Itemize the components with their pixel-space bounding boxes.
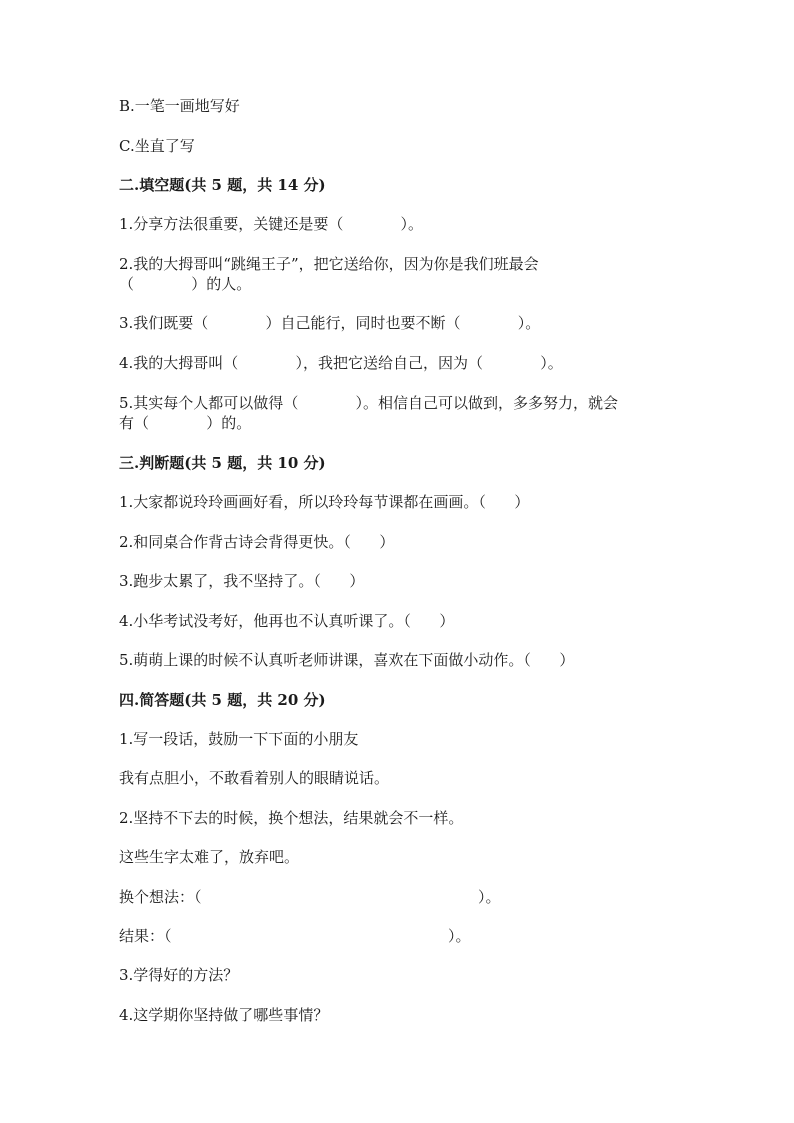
judge-question-5: 5.萌萌上课的时候不认真听老师讲课，喜欢在下面做小动作。（ ） <box>119 651 575 669</box>
short-question-4: 4.这学期你坚持做了哪些事情？ <box>119 1006 329 1024</box>
fill-question-5-line2: 有（ ）的。 <box>119 414 252 432</box>
short-question-1-scenario: 我有点胆小，不敢看着别人的眼睛说话。 <box>119 769 390 787</box>
fill-question-2-line1: 2.我的大拇哥叫“跳绳王子”，把它送给你，因为你是我们班最会 <box>119 255 539 273</box>
section-2-heading: 二.填空题(共 5 题，共 14 分) <box>119 176 326 194</box>
short-question-2-result: 结果：（ ）。 <box>119 927 471 945</box>
judge-question-3: 3.跑步太累了，我不坚持了。（ ） <box>119 572 365 590</box>
judge-question-2: 2.和同桌合作背古诗会背得更快。（ ） <box>119 533 395 551</box>
section-3-heading: 三.判断题(共 5 题，共 10 分) <box>119 454 326 472</box>
fill-question-4: 4.我的大拇哥叫（ ），我把它送给自己，因为（ ）。 <box>119 354 563 372</box>
fill-question-3: 3.我们既要（ ）自己能行，同时也要不断（ ）。 <box>119 314 541 332</box>
fill-question-2-line2: （ ）的人。 <box>119 275 252 293</box>
fill-question-5-line1: 5.其实每个人都可以做得（ ）。相信自己可以做到，多多努力，就会 <box>119 394 619 412</box>
option-c: C.坐直了写 <box>119 137 195 155</box>
short-question-2-alt-thought: 换个想法：（ ）。 <box>119 888 501 906</box>
fill-question-1: 1.分享方法很重要，关键还是要（ ）。 <box>119 215 424 233</box>
short-question-2: 2.坚持不下去的时候，换个想法，结果就会不一样。 <box>119 809 464 827</box>
section-4-heading: 四.简答题(共 5 题，共 20 分) <box>119 691 326 709</box>
short-question-2-scenario: 这些生字太难了，放弃吧。 <box>119 848 300 866</box>
short-question-1: 1.写一段话，鼓励一下下面的小朋友 <box>119 730 359 748</box>
judge-question-4: 4.小华考试没考好，他再也不认真听课了。（ ） <box>119 612 455 630</box>
short-question-3: 3.学得好的方法？ <box>119 966 239 984</box>
option-b: B.一笔一画地写好 <box>119 97 240 115</box>
judge-question-1: 1.大家都说玲玲画画好看，所以玲玲每节课都在画画。（ ） <box>119 493 530 511</box>
